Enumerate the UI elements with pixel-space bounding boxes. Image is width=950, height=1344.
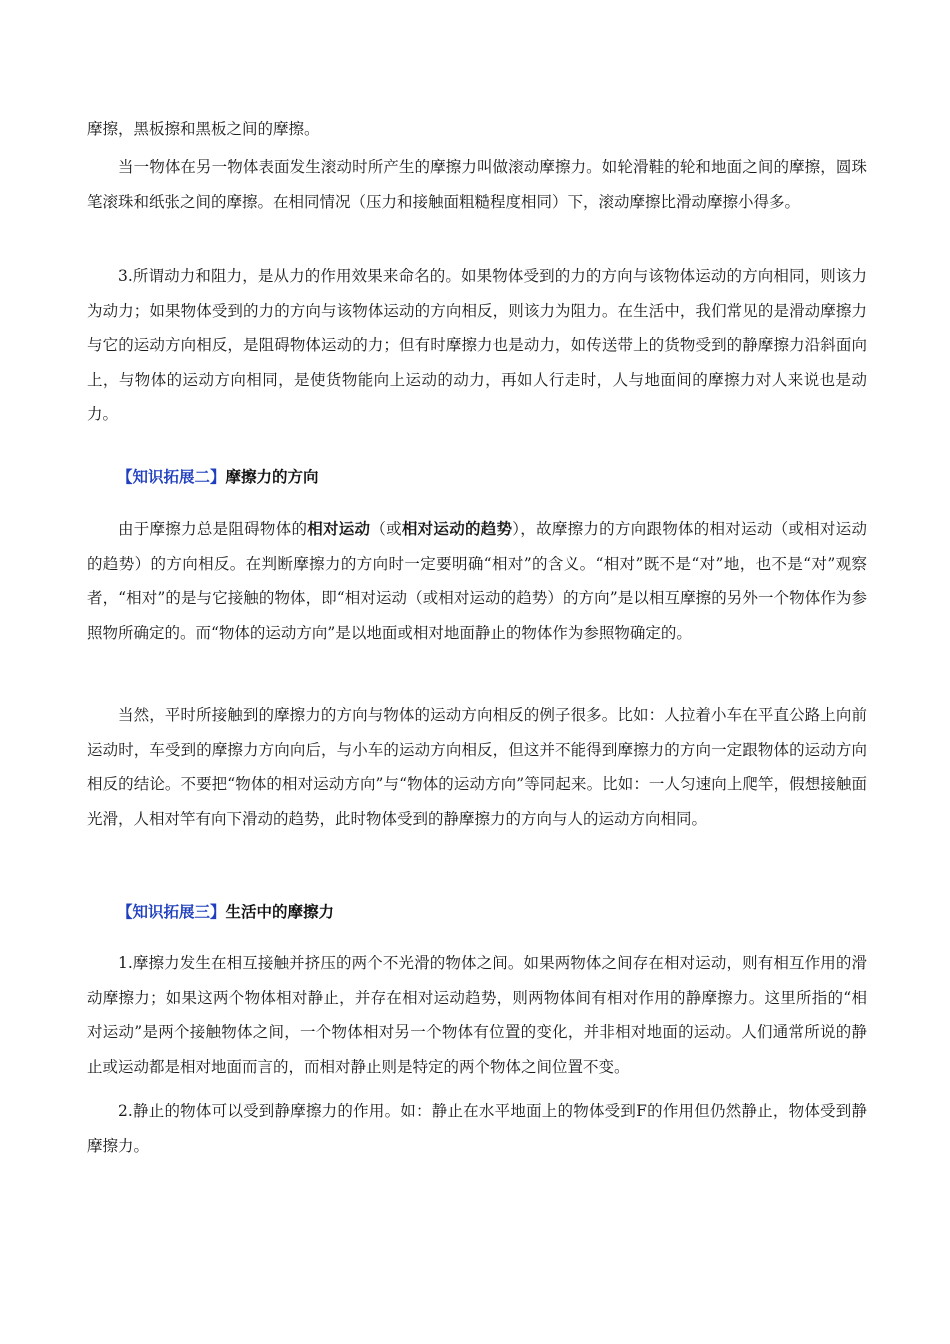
heading-title: 生活中的摩擦力: [225, 903, 335, 921]
paragraph-static-friction: 2.静止的物体可以受到静摩擦力的作用。如：静止在水平地面上的物体受到F的作用但仍然静止，物体受到静摩擦力。: [87, 1102, 867, 1155]
paragraph-direction-examples: 当然，平时所接触到的摩擦力的方向与物体的运动方向相反的例子很多。比如：人拉着小车在平直公路上向前运动时，车受到的摩擦力方向向后，与小车的运动方向相反，但这并不能得到摩擦力的方向一定跟物体的运动方向相反的结论。不要把“物体的相对运动方向”与“物体的运动方向”等同起来。比如：一人匀速向上爬竿，假想接触面光滑，人相对竿有向下滑动的趋势，此时物体受到的静摩擦力的方向与人的运动方向相同。: [87, 706, 867, 828]
paragraph-friction-direction: [87, 512, 867, 650]
text-run: 由于摩擦力总是阻碍物体的: [118, 520, 308, 538]
paragraph-sliding-examples-end: 摩擦，黑板擦和黑板之间的摩擦。: [87, 120, 320, 138]
bold-term-relative-motion-tendency: 相对运动的趋势: [401, 520, 513, 538]
text-run: ），故摩擦力的方向跟物体的相对运动（或相对运动的趋势）的方向相反。在判断摩擦力的方向时一定要明确“相对”的含义。“相对”既不是“对”地，也不是“对”观察者，“相对”的是与它接触的物体，即“相对运动（或相对运动的趋势）的方向”是以相互摩擦的另外一个物体作为参照物所确定的。而“物体的运动方向”是以地面或相对地面静止的物体作为参照物确定的。: [87, 520, 867, 642]
paragraph-driving-resisting-force: 3.所谓动力和阻力，是从力的作用效果来命名的。如果物体受到的力的方向与该物体运动的方向相同，则该力为动力；如果物体受到的力的方向与该物体运动的方向相反，则该力为阻力。在生活中，我们常见的是滑动摩擦力与它的运动方向相反，是阻碍物体运动的力；但有时摩擦力也是动力，如传送带上的货物受到的静摩擦力沿斜面向上，与物体的运动方向相同，是使货物能向上运动的动力，再如人行走时，人与地面间的摩擦力对人来说也是动力。: [87, 267, 867, 423]
heading-tag: 【知识拓展三】: [117, 903, 226, 921]
paragraph-friction-conditions: 1.摩擦力发生在相互接触并挤压的两个不光滑的物体之间。如果两物体之间存在相对运动，则有相互作用的滑动摩擦力；如果这两个物体相对静止，并存在相对运动趋势，则两物体间有相对作用的静摩擦力。这里所指的“相对运动”是两个接触物体之间，一个物体相对另一个物体有位置的变化，并非相对地面的运动。人们通常所说的静止或运动都是相对地面而言的，而相对静止则是特定的两个物体之间位置不变。: [87, 954, 867, 1076]
section-heading-friction-direction: [117, 467, 319, 487]
heading-title: 摩擦力的方向: [225, 468, 319, 486]
bold-term-relative-motion: 相对运动: [307, 520, 371, 538]
heading-tag: 【知识拓展二】: [117, 468, 226, 486]
text-run: （或: [370, 520, 402, 538]
paragraph-rolling-friction: 当一物体在另一物体表面发生滚动时所产生的摩擦力叫做滚动摩擦力。如轮滑鞋的轮和地面之间的摩擦，圆珠笔滚珠和纸张之间的摩擦。在相同情况（压力和接触面粗糙程度相同）下，滚动摩擦比滑动摩擦小得多。: [87, 158, 867, 211]
section-heading-friction-in-life: [117, 902, 334, 922]
